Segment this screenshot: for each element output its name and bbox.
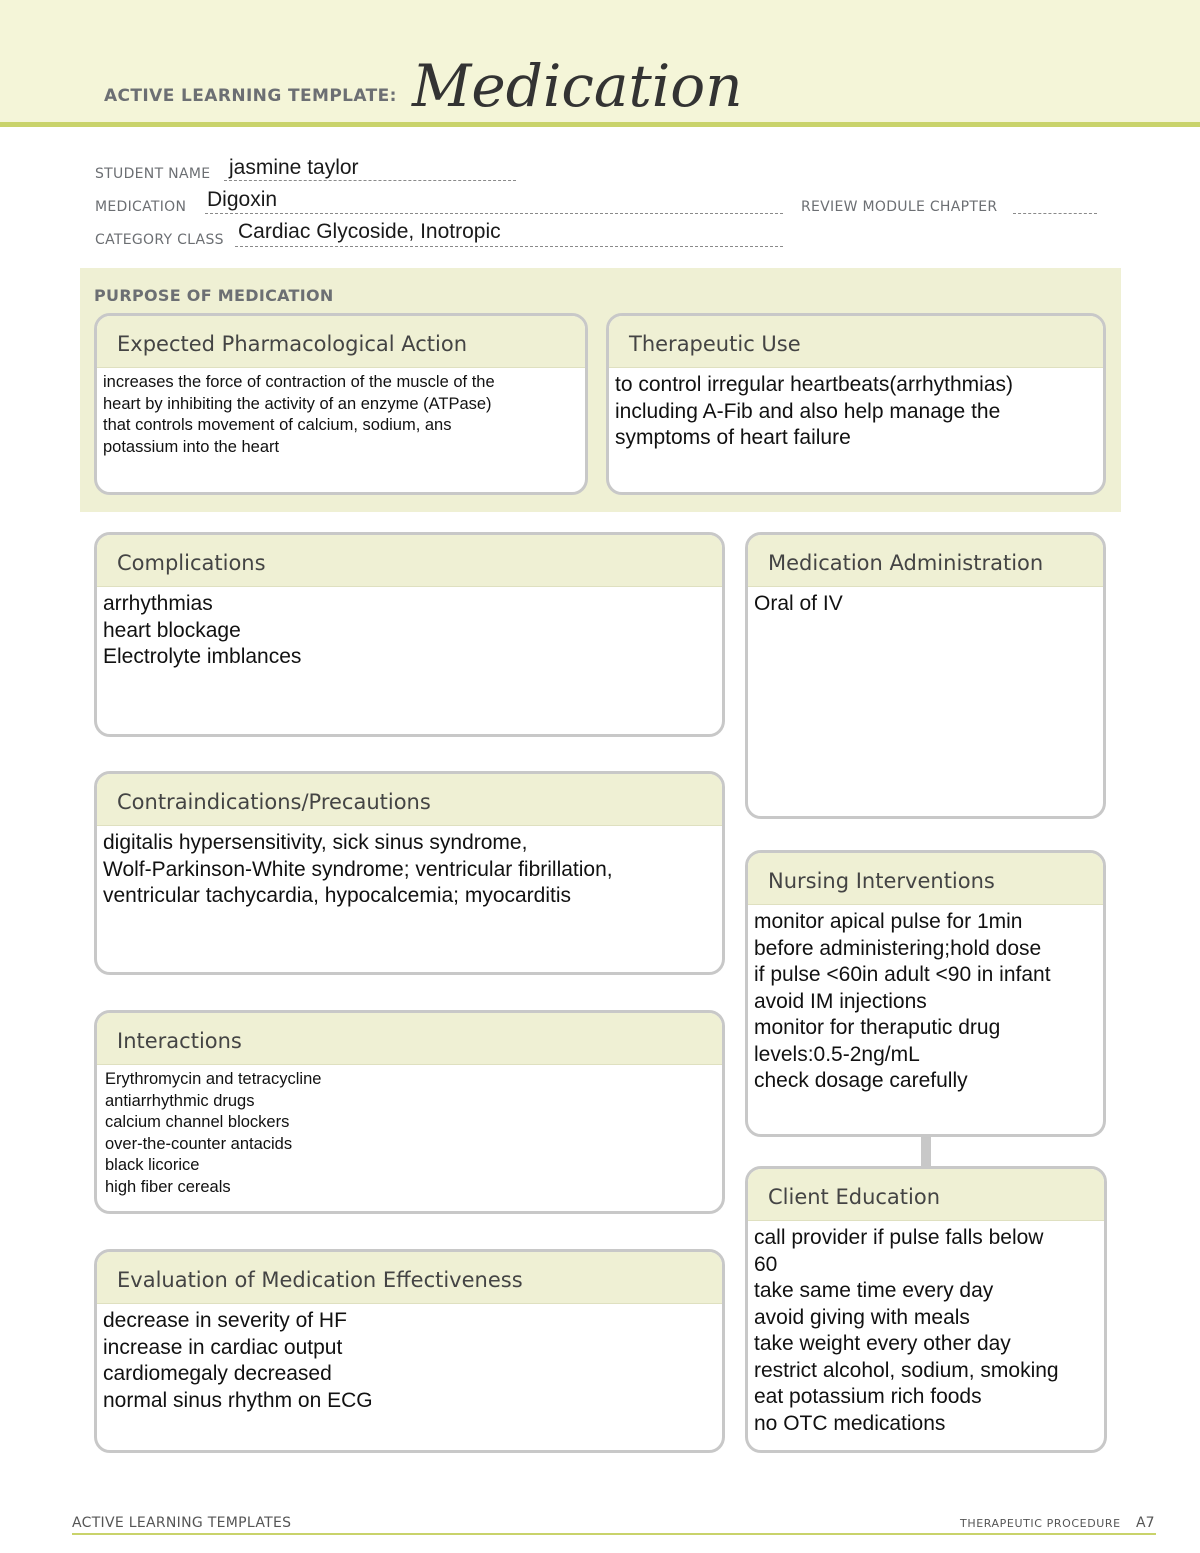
footer-divider bbox=[72, 1533, 1156, 1535]
evaluation-title: Evaluation of Medication Effectiveness bbox=[97, 1252, 722, 1304]
therapeutic-use-title: Therapeutic Use bbox=[609, 316, 1103, 368]
interactions-title: Interactions bbox=[97, 1013, 722, 1065]
interactions-box bbox=[94, 1010, 725, 1214]
medication-underline bbox=[205, 213, 783, 214]
complications-box bbox=[94, 532, 725, 737]
contraindications-box bbox=[94, 771, 725, 975]
client-education-text[interactable]: call provider if pulse falls below 60 take same time every day avoid giving with meals take weight every other day restrict alcohol, sodium, smoking eat potassium rich foods no OTC medications bbox=[754, 1226, 1059, 1435]
page-number: A7 bbox=[1136, 1515, 1155, 1531]
administration-text[interactable]: Oral of IV bbox=[754, 592, 843, 615]
therapeutic-use-text[interactable]: to control irregular heartbeats(arrhythmias) including A-Fib and also help manage the symptoms of heart failure bbox=[615, 373, 1013, 449]
evaluation-text[interactable]: decrease in severity of HF increase in cardiac output cardiomegaly decreased normal sinus rhythm on ECG bbox=[103, 1309, 373, 1412]
medication-field[interactable]: Digoxin bbox=[207, 188, 278, 211]
header-divider bbox=[0, 122, 1200, 127]
medication-label: MEDICATION bbox=[95, 199, 187, 215]
administration-title: Medication Administration bbox=[748, 535, 1103, 587]
complications-text[interactable]: arrhythmias heart blockage Electrolyte imblances bbox=[103, 592, 302, 668]
purpose-label: PURPOSE OF MEDICATION bbox=[94, 286, 334, 305]
category-class-underline bbox=[235, 246, 783, 247]
nursing-interventions-title: Nursing Interventions bbox=[748, 853, 1103, 905]
review-module-label: REVIEW MODULE CHAPTER bbox=[801, 199, 998, 215]
expected-action-text[interactable]: increases the force of contraction of the muscle of the heart by inhibiting the activity of an enzyme (ATPase) that controls movement of calcium, sodium, ans potassium into the heart bbox=[103, 373, 495, 456]
template-label: ACTIVE LEARNING TEMPLATE: bbox=[104, 86, 397, 106]
client-education-title: Client Education bbox=[748, 1169, 1104, 1221]
administration-box bbox=[745, 532, 1106, 819]
contraindications-title: Contraindications/Precautions bbox=[97, 774, 722, 826]
contraindications-text[interactable]: digitalis hypersensitivity, sick sinus syndrome, Wolf-Parkinson-White syndrome; ventricular fibrillation, ventricular tachycardia, hypocalcemia; myocarditis bbox=[103, 831, 613, 907]
evaluation-box bbox=[94, 1249, 725, 1453]
student-name-field[interactable]: jasmine taylor bbox=[229, 156, 359, 179]
category-class-label: CATEGORY CLASS bbox=[95, 232, 224, 248]
category-class-field[interactable]: Cardiac Glycoside, Inotropic bbox=[238, 220, 501, 243]
review-module-underline bbox=[1013, 213, 1097, 214]
complications-title: Complications bbox=[97, 535, 722, 587]
template-title: Medication bbox=[412, 52, 743, 120]
footer-right-label: THERAPEUTIC PROCEDURE bbox=[960, 1517, 1121, 1530]
student-name-label: STUDENT NAME bbox=[95, 166, 211, 182]
student-name-underline bbox=[224, 180, 516, 181]
expected-action-title: Expected Pharmacological Action bbox=[97, 316, 585, 368]
nursing-interventions-box bbox=[745, 850, 1106, 1137]
box-connector bbox=[921, 1136, 931, 1166]
interactions-text[interactable]: Erythromycin and tetracycline antiarrhythmic drugs calcium channel blockers over-the-counter antacids black licorice high fiber cereals bbox=[105, 1070, 322, 1196]
client-education-box bbox=[745, 1166, 1107, 1453]
footer-left-label: ACTIVE LEARNING TEMPLATES bbox=[72, 1515, 292, 1531]
therapeutic-use-box bbox=[606, 313, 1106, 495]
expected-action-box bbox=[94, 313, 588, 495]
nursing-interventions-text[interactable]: monitor apical pulse for 1min before administering;hold dose if pulse <60in adult <90 in infant avoid IM injections monitor for theraputic drug levels:0.5-2ng/mL check dosage carefully bbox=[754, 910, 1051, 1092]
